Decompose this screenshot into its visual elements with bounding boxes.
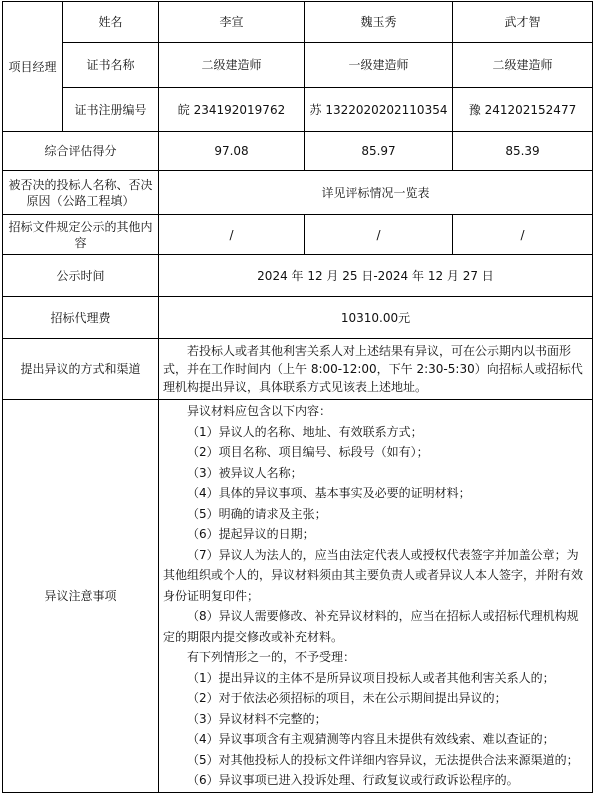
notes-item: （6）提起异议的日期； xyxy=(187,527,315,541)
score-label: 综合评估得分 xyxy=(3,132,159,171)
reject-item: （5）对其他投标人的投标文件详细内容异议，无法提供合法来源渠道的； xyxy=(187,752,579,767)
notes-item7-end: 身份证明复印件； xyxy=(163,588,260,603)
reject-item: （1）提出异议的主体不是所异议项目投标人或者其他利害关系人的； xyxy=(187,670,555,685)
reg-label: 证书注册编号 xyxy=(63,88,159,132)
period-label: 公示时间 xyxy=(3,255,159,297)
reject-item: （4）异议事项含有主观猜测等内容且未提供有效线索、难以查证的； xyxy=(187,732,555,746)
notes-item: （1）异议人的名称、地址、有效联系方式； xyxy=(187,424,423,439)
score-value: 85.97 xyxy=(305,132,453,171)
candidate-cert: 一级建造师 xyxy=(305,43,453,88)
candidate-reg: 皖 234192019762 xyxy=(159,88,305,132)
score-value: 85.39 xyxy=(453,132,593,171)
fee-value: 10310.00元 xyxy=(159,297,593,339)
other-value: / xyxy=(159,215,305,255)
other-value: / xyxy=(305,215,453,255)
candidate-cert: 二级建造师 xyxy=(159,43,305,88)
fee-row xyxy=(3,297,593,339)
rejected-value: 详见评标情况一览表 xyxy=(159,171,593,215)
notes-intro: 异议材料应包含以下内容： xyxy=(187,404,332,418)
other-label: 招标文件规定公示的其他内容 xyxy=(3,215,159,255)
bid-result-table xyxy=(2,1,593,793)
pm-cert-row xyxy=(3,43,593,88)
notes-item8-rest: 定的期限内提交修改或补充材料。 xyxy=(163,629,344,644)
cert-label: 证书名称 xyxy=(63,43,159,88)
notes-content xyxy=(159,400,593,793)
name-label: 姓名 xyxy=(63,2,159,43)
rejected-label: 被否决的投标人名称、否决原因（公路工程填） xyxy=(3,171,159,215)
notes-item7-rest: 其他组织或个人的，异议材料须由其主要负责人或者异议人本人签字，并附有效 xyxy=(163,568,584,582)
candidate-cert: 二级建造师 xyxy=(453,43,593,88)
notes-item: （5）明确的请求及主张； xyxy=(187,506,327,521)
candidate-name: 魏玉秀 xyxy=(305,2,453,43)
objection-method-row xyxy=(3,339,593,400)
reject-item: （2）对于依法必须招标的项目，未在公示期间提出异议的； xyxy=(187,691,507,705)
objection-method-text: 若投标人或者其他利害关系人对上述结果有异议，可在公示期内以书面形式，并在工作时间内（上午 8:00-12:00，下午 2:30-5:30）向招标人或招标代理机构提出异议，具体联系方式见该表上述地址。 xyxy=(163,344,583,394)
notes-item8-first: （8）异议人需要修改、补充异议材料的，应当在招标人或招标代理机构规 xyxy=(187,609,579,623)
notes-item7-first: （7）异议人为法人的，应当由法定代表人或授权代表签字并加盖公章；为 xyxy=(187,547,579,562)
notes-item: （4）具体的异议事项、基本事实及必要的证明材料； xyxy=(187,486,471,500)
notes-item: （2）项目名称、项目编号、标段号（如有）； xyxy=(187,445,429,459)
pm-reg-row xyxy=(3,88,593,132)
period-value: 2024 年 12 月 25 日-2024 年 12 月 27 日 xyxy=(159,255,593,297)
other-row xyxy=(3,215,593,255)
candidate-name: 李宣 xyxy=(159,2,305,43)
reject-intro: 有下列情形之一的，不予受理： xyxy=(187,650,356,664)
candidate-reg: 苏 1322020202110354 xyxy=(305,88,453,132)
fee-label: 招标代理费 xyxy=(3,297,159,339)
period-row xyxy=(3,255,593,297)
objection-method-label: 提出异议的方式和渠道 xyxy=(3,339,159,400)
rejected-row xyxy=(3,171,593,215)
notes-label: 异议注意事项 xyxy=(3,400,159,793)
candidate-name: 武才智 xyxy=(453,2,593,43)
other-value: / xyxy=(453,215,593,255)
pm-name-row xyxy=(3,2,593,43)
notes-item: （3）被异议人名称； xyxy=(187,465,303,480)
reject-item: （6）异议事项已进入投诉处理、行政复议或行政诉讼程序的。 xyxy=(187,773,519,787)
score-value: 97.08 xyxy=(159,132,305,171)
candidate-reg: 豫 241202152477 xyxy=(453,88,593,132)
pm-group-label: 项目经理 xyxy=(3,2,63,132)
score-row xyxy=(3,132,593,171)
notes-row xyxy=(3,400,593,793)
reject-item: （3）异议材料不完整的； xyxy=(187,711,327,726)
